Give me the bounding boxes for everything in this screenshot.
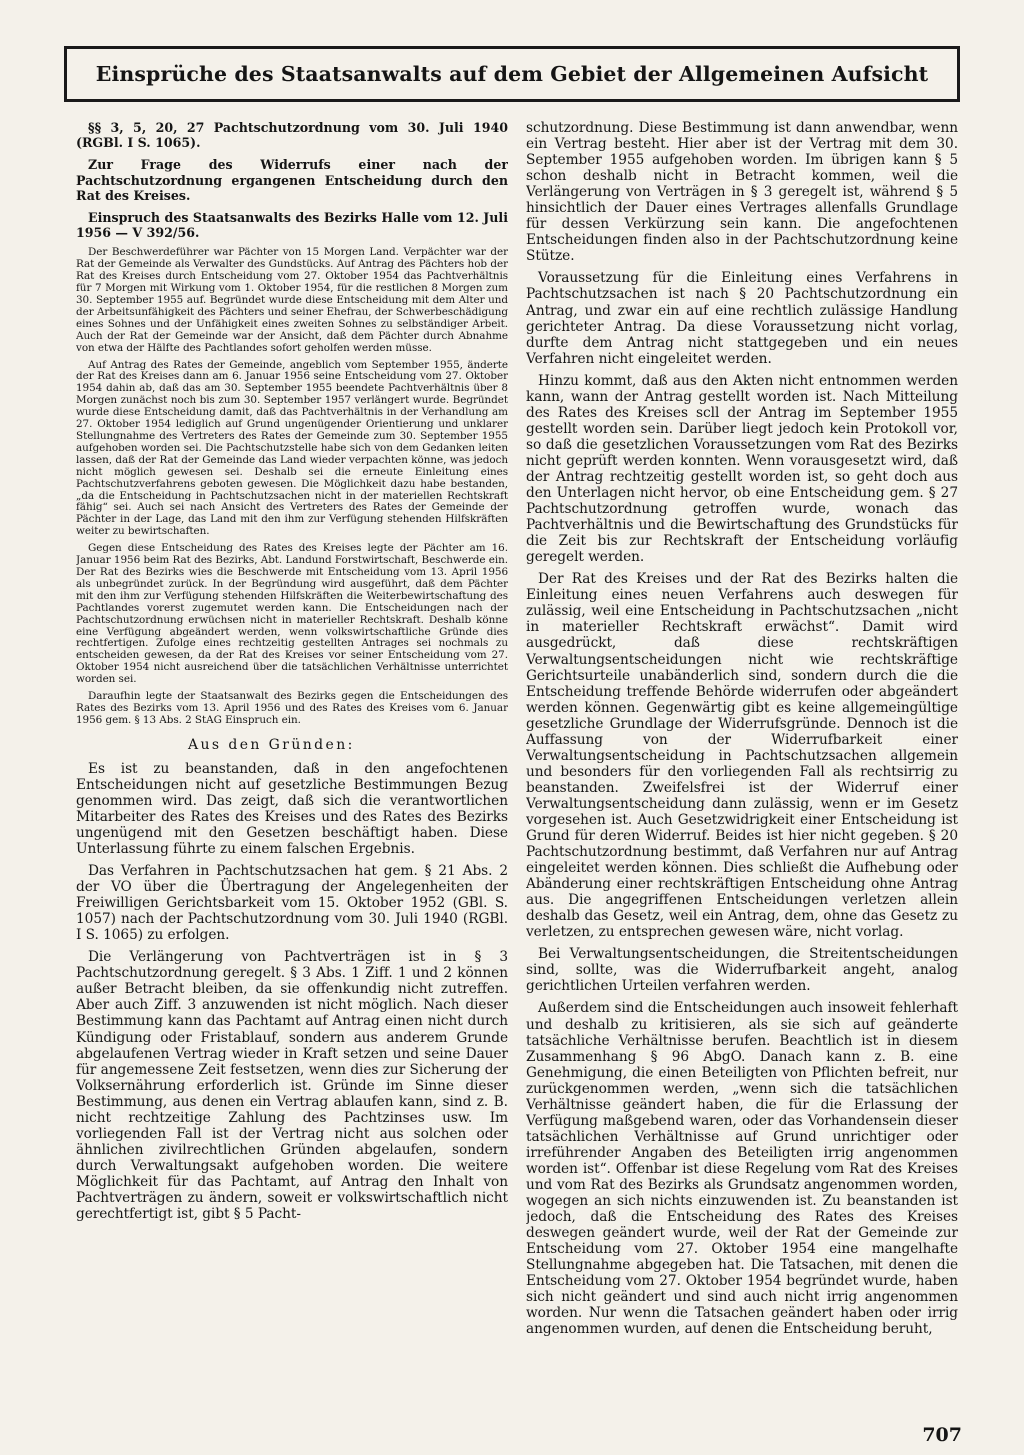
page-title: Einsprüche des Staatsanwalts auf dem Gebiet der Allgemeinen Aufsicht [95, 62, 929, 86]
facts-paragraph: Daraufhin legte der Staatsanwalt des Bezirks gegen die Entscheidungen des Rates des Bezirks vom 13. April 1956 und des Rates des Kreises vom 6. Januar 1956 gem. § 13 Abs. 2 StAG Einspruch ein. [76, 690, 508, 726]
right-column [526, 120, 958, 1343]
body-paragraph: Außerdem sind die Entscheidungen auch insoweit fehlerhaft und deshalb zu kritisieren, als sie sich auf geänderte tatsächliche Verhältnisse berufen. Beachtlich ist in diesem Zusammenhang § 96 AbgO. Danach kann z. B. eine Genehmigung, die einen Beteiligten von Pflichten befreit, nur zurückgenommen werden, „wenn sich die tatsächlichen Verhältnisse geändert haben, die für die Erlassung der Verfügung maßgebend waren, oder das Vorhandensein dieser tatsächlichen Verhältnisse auf Grund unrichtiger oder irreführender Angaben des Beteiligten irrig angenommen worden ist“. Offenbar ist diese Regelung vom Rat des Kreises und vom Rat des Bezirks als Grundsatz angenommen worden, wogegen an sich nichts einzuwenden ist. Zu beanstanden ist jedoch, daß die Entscheidung des Rates des Kreises deswegen geändert wurde, weil der Rat der Gemeinde zur Entscheidung vom 27. Oktober 1954 eine mangelhafte Stellungnahme abgegeben hat. Die Tatsachen, mit denen die Entscheidung vom 27. Oktober 1954 begründet wurde, haben sich nicht geändert und sind auch nicht irrig angenommen worden. Nur wenn die Tatsachen geändert haben oder irrig angenommen wurden, auf denen die Entscheidung beruht, [526, 1000, 958, 1338]
citation-heading: §§ 3, 5, 20, 27 Pachtschutzordnung vom 30. Juli 1940 (RGBl. I S. 1065). [76, 120, 508, 151]
body-paragraph: Die Verlängerung von Pachtverträgen ist in § 3 Pachtschutzordnung geregelt. § 3 Abs. 1 Ziff. 1 und 2 können außer Betracht bleiben, da sie offenkundig nicht zutreffen. Aber auch Ziff. 3 anzuwenden ist nicht möglich. Nach dieser Bestimmung kann das Pachtamt auf Antrag einen nicht durch Kündigung oder Fristablauf, sondern aus anderem Grunde abgelaufenen Vertrag wieder in Kraft setzen und seine Dauer für angemessene Zeit festsetzen, wenn dies zur Sicherung der Volksernährung erforderlich ist. Gründe im Sinne dieser Bestimmung, aus denen ein Vertrag ablaufen kann, sind z. B. nicht rechtzeitige Zahlung des Pachtzinses usw. Im vorliegenden Fall ist der Vertrag nicht aus solchen oder ähnlichen zivilrechtlichen Gründen abgelaufen, sondern durch Verwaltungsakt aufgehoben worden. Die weitere Möglichkeit für das Pachtamt, auf Antrag den Inhalt von Pachtverträgen zu ändern, soweit er volkswirtschaftlich nicht gerechtfertigt ist, gibt § 5 Pacht- [76, 949, 508, 1223]
title-box [64, 46, 960, 102]
body-paragraph: Der Rat des Kreises und der Rat des Bezirks halten die Einleitung eines neuen Verfahrens auch deswegen für zulässig, weil eine Entscheidung in Pachtschutzsachen „nicht in materieller Rechtskraft erwächst“. Damit wird ausgedrückt, daß diese rechtskräftigen Verwaltungsentscheidungen nicht wie rechtskräftige Gerichtsurteile unabänderlich sind, sondern durch die die Entscheidung treffende Behörde widerrufen oder abgeändert werden können. Gegenwärtig gibt es keine allgemeingültige gesetzliche Grundlage der Widerrufsgründe. Dennoch ist die Auffassung von der Widerrufbarkeit einer Verwaltungsentscheidung in Pachtschutzsachen allgemein und besonders für den vorliegenden Fall als rechtsirrig zu beanstanden. Zweifelsfrei ist der Widerruf einer Verwaltungsentscheidung dann zulässig, wenn er im Gesetz vorgesehen ist. Auch Gesetzwidrigkeit einer Entscheidung ist Grund für deren Widerruf. Beides ist hier nicht gegeben. § 20 Pachtschutzordnung bestimmt, daß Verfahren nur auf Antrag eingeleitet werden können. Dies schließt die Aufhebung oder Abänderung einer rechtskräftigen Entscheidung ohne Antrag aus. Die angegriffenen Entscheidungen verletzen allein deshalb das Gesetz, weil ein Antrag, dem, ohne das Gesetz zu verletzen, zu entsprechen gewesen wäre, nicht vorlag. [526, 571, 958, 941]
page-number: 707 [922, 1424, 962, 1446]
section-title: Aus den Gründen: [188, 736, 355, 753]
body-paragraph: Bei Verwaltungsentscheidungen, die Streitentscheidungen sind, sollte, was die Widerrufbarkeit angeht, analog gerichtlichen Urteilen verfahren werden. [526, 946, 958, 995]
facts-paragraph: Gegen diese Entscheidung des Rates des Kreises legte der Pächter am 16. Januar 1956 beim Rat des Bezirks, Abt. Landund Forstwirtschaft, Beschwerde ein. Der Rat des Bezirks wies die Beschwerde mit Entscheidung vom 13. April 1956 als unbegründet zurück. In der Begründung wird ausgeführt, daß dem Pächter mit den ihm zur Verfügung stehenden Hilfskräften die Weiterbewirtschaftung des Pachtlandes vorerst zugemutet werden kann. Die Entscheidungen nach der Pachtschutzordnung erwüchsen nicht in materieller Rechtskraft. Deshalb könne eine Verfügung abgeändert werden, wenn volkswirtschaftliche Gründe dies rechtfertigen. Zufolge eines rechtzeitig gestellten Antrages sei nochmals zu entscheiden gewesen, da der Rat des Kreises vor seiner Entscheidung vom 27. Oktober 1954 nicht ausreichend über die tatsächlichen Verhältnisse unterrichtet worden sei. [76, 542, 508, 686]
left-column [76, 120, 508, 1228]
facts-paragraph: Auf Antrag des Rates der Gemeinde, angeblich vom September 1955, änderte der Rat des Kreises dann am 6. Januar 1956 seine Entscheidung vom 27. Oktober 1954 dahin ab, daß das am 30. September 1955 beendete Pachtverhältnis über 8 Morgen zunächst noch bis zum 30. September 1957 verlängert wurde. Begründet wurde diese Entscheidung damit, daß das Pachtverhältnis in der Verhandlung am 27. Oktober 1954 lediglich auf Grund ungenügender Orientierung und unklarer Stellungnahme des Vertreters des Rates der Gemeinde zum 30. September 1955 aufgehoben worden sei. Die Pachtschutzstelle habe sich von dem Gedanken leiten lassen, daß der Rat der Gemeinde das Land wieder verpachten könne, was jedoch nicht möglich gewesen sei. Deshalb sei die erneute Einleitung eines Pachtschutzverfahrens geboten gewesen. Die Möglichkeit dazu habe bestanden, „da die Entscheidung in Pachtschutzsachen nicht in der materiellen Rechtskraft fähig“ sei. Auch sei nach Ansicht des Vertreters des Rates der Gemeinde der Pächter in der Lage, das Land mit den ihm zur Verfügung stehenden Hilfskräften weiter zu bewirtschaften. [76, 358, 508, 538]
body-paragraph: schutzordnung. Diese Bestimmung ist dann anwendbar, wenn ein Vertrag besteht. Hier aber ist der Vertrag mit dem 30. September 1955 aufgehoben worden. Im übrigen kann § 5 schon deshalb nicht in Betracht kommen, weil die Verlängerung von Verträgen in § 3 geregelt ist, während § 5 hinsichtlich der Dauer eines Vertrages allenfalls Grundlage für dessen Verkürzung sein kann. Die angefochtenen Entscheidungen finden also in der Pachtschutzordnung keine Stütze. [526, 120, 958, 265]
body-paragraph: Voraussetzung für die Einleitung eines Verfahrens in Pachtschutzsachen ist nach § 20 Pachtschutzordnung ein Antrag, und zwar ein auf eine rechtlich zulässige Handlung gerichteter Antrag. Da diese Voraussetzung nicht vorlag, durfte dem Antrag nicht stattgegeben und ein neues Verfahren nicht eingeleitet werden. [526, 270, 958, 367]
facts-paragraph: Der Beschwerdeführer war Pächter von 15 Morgen Land. Verpächter war der Rat der Gemeinde als Verwalter des Gundstücks. Auf Antrag des Pächters hob der Rat des Kreises durch Entscheidung vom 27. Oktober 1954 das Pachtverhältnis für 7 Morgen mit Wirkung vom 1. Oktober 1954, für die restlichen 8 Morgen zum 30. September 1955 auf. Begründet wurde diese Entscheidung mit dem Alter und der Arbeitsunfähigkeit des Pächters und seiner Ehefrau, der Schwerbeschädigung eines Sohnes und der Unfähigkeit eines zweiten Sohnes zu selbständiger Arbeit. Auch der Rat der Gemeinde war der Ansicht, daß dem Pächter durch Abnahme von etwa der Hälfte des Pachtlandes sofort geholfen werden müsse. [76, 246, 508, 354]
body-paragraph: Es ist zu beanstanden, daß in den angefochtenen Entscheidungen nicht auf gesetzliche Bestimmungen Bezug genommen wird. Das zeigt, daß sich die verantwortlichen Mitarbeiter des Rates des Kreises und des Rates des Bezirks ungenügend mit den Gesetzen beschäftigt haben. Diese Unterlassung führte zu einem falschen Ergebnis. [76, 760, 508, 857]
case-heading: Einspruch des Staatsanwalts des Bezirks Halle vom 12. Juli 1956 — V 392/56. [76, 210, 508, 241]
body-paragraph: Das Verfahren in Pachtschutzsachen hat gem. § 21 Abs. 2 der VO über die Übertragung der Angelegenheiten der Freiwilligen Gerichtsbarkeit vom 15. Oktober 1952 (GBl. S. 1057) nach der Pachtschutzordnung vom 30. Juli 1940 (RGBl. I S. 1065) zu erfolgen. [76, 863, 508, 944]
body-paragraph: Hinzu kommt, daß aus den Akten nicht entnommen werden kann, wann der Antrag gestellt worden ist. Nach Mitteilung des Rates des Kreises scll der Antrag im September 1955 gestellt worden sein. Darüber liegt jedoch kein Protokoll vor, so daß die gesetzlichen Voraussetzungen vom Rat des Bezirks nicht geprüft werden konnten. Wenn vorausgesetzt wird, daß der Antrag rechtzeitig gestellt worden ist, so geht doch aus den Unterlagen nicht hervor, ob eine Entscheidung gem. § 27 Pachtschutzordnung getroffen wurde, wonach das Pachtverhältnis und die Bewirtschaftung des Grundstücks für die Zeit bis zur Rechtskraft der Entscheidung vorläufig geregelt werden. [526, 372, 958, 566]
question-heading: Zur Frage des Widerrufs einer nach der Pachtschutzordnung ergangenen Entscheidung durch den Rat des Kreises. [76, 157, 508, 203]
